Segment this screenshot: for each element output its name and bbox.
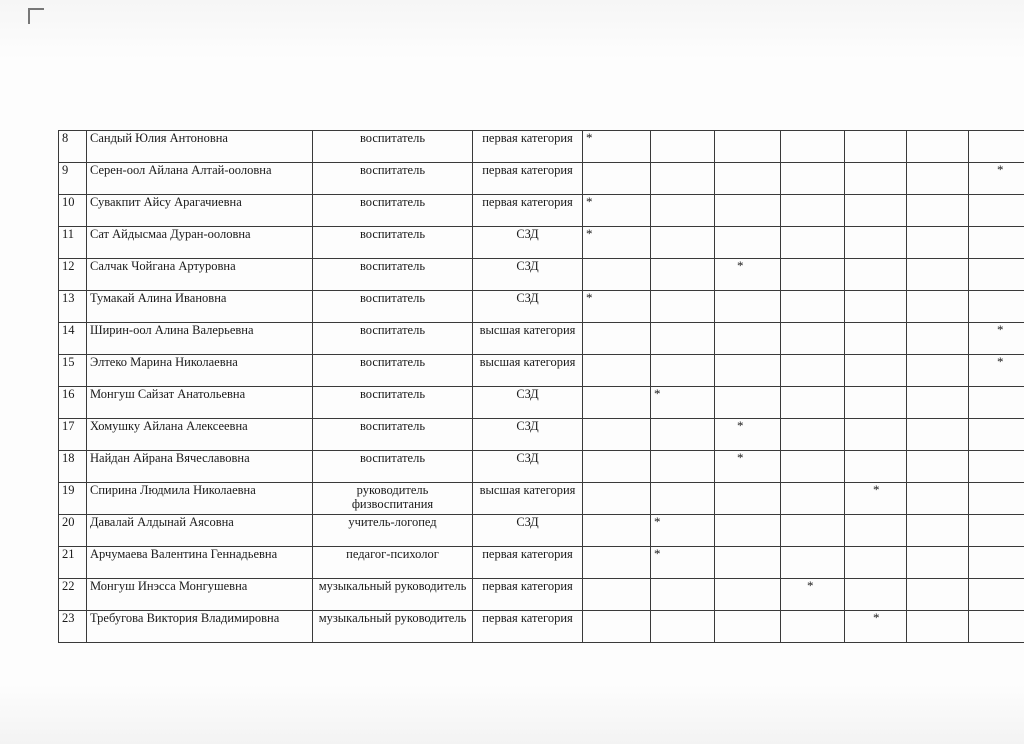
- mark-cell: [715, 515, 781, 547]
- mark-cell: [583, 259, 651, 291]
- mark-cell: [715, 611, 781, 643]
- mark-cell: [907, 483, 969, 515]
- mark-cell: [845, 323, 907, 355]
- row-number: 13: [59, 291, 87, 323]
- mark-cell: *: [651, 547, 715, 579]
- table-row: [59, 323, 1024, 355]
- qualification-category: первая категория: [473, 131, 583, 163]
- mark-cell: [969, 259, 1024, 291]
- mark-cell: [781, 323, 845, 355]
- mark-cell: *: [969, 355, 1024, 387]
- mark-cell: [583, 451, 651, 483]
- mark-cell: [845, 419, 907, 451]
- row-number: 19: [59, 483, 87, 515]
- mark-cell: [781, 611, 845, 643]
- employee-position: воспитатель: [313, 227, 473, 259]
- qualification-category: первая категория: [473, 579, 583, 611]
- mark-cell: *: [715, 451, 781, 483]
- qualification-category: СЗД: [473, 291, 583, 323]
- qualification-category: СЗД: [473, 259, 583, 291]
- employee-name: Салчак Чойгана Артуровна: [87, 259, 313, 291]
- employee-name: Сандый Юлия Антоновна: [87, 131, 313, 163]
- mark-cell: [781, 419, 845, 451]
- mark-cell: [781, 259, 845, 291]
- employee-position: воспитатель: [313, 451, 473, 483]
- mark-cell: [651, 611, 715, 643]
- mark-cell: [907, 547, 969, 579]
- mark-cell: *: [651, 387, 715, 419]
- mark-cell: [907, 131, 969, 163]
- mark-cell: [845, 195, 907, 227]
- mark-cell: *: [969, 163, 1024, 195]
- mark-cell: [969, 515, 1024, 547]
- qualification-category: высшая категория: [473, 483, 583, 515]
- table-row: [59, 579, 1024, 611]
- employee-name: Элтеко Марина Николаевна: [87, 355, 313, 387]
- mark-cell: *: [715, 419, 781, 451]
- employee-position: воспитатель: [313, 355, 473, 387]
- mark-cell: [969, 419, 1024, 451]
- mark-cell: [781, 451, 845, 483]
- employee-position: воспитатель: [313, 259, 473, 291]
- qualification-category: первая категория: [473, 611, 583, 643]
- mark-cell: [781, 195, 845, 227]
- mark-cell: [715, 323, 781, 355]
- mark-cell: [907, 259, 969, 291]
- qualification-category: первая категория: [473, 195, 583, 227]
- mark-cell: [845, 547, 907, 579]
- mark-cell: [651, 419, 715, 451]
- mark-cell: [715, 227, 781, 259]
- row-number: 23: [59, 611, 87, 643]
- mark-cell: [715, 547, 781, 579]
- row-number: 22: [59, 579, 87, 611]
- mark-cell: [651, 579, 715, 611]
- mark-cell: [583, 547, 651, 579]
- mark-cell: [907, 579, 969, 611]
- table-row: [59, 291, 1024, 323]
- mark-cell: [715, 163, 781, 195]
- table-body: [59, 131, 1024, 643]
- mark-cell: [907, 227, 969, 259]
- table-row: [59, 355, 1024, 387]
- mark-cell: [651, 355, 715, 387]
- mark-cell: [651, 131, 715, 163]
- mark-cell: [715, 579, 781, 611]
- mark-cell: *: [845, 483, 907, 515]
- qualification-category: СЗД: [473, 227, 583, 259]
- mark-cell: [907, 355, 969, 387]
- qualification-category: СЗД: [473, 451, 583, 483]
- mark-cell: [907, 291, 969, 323]
- employee-position: руководитель физвоспитания: [313, 483, 473, 515]
- row-number: 12: [59, 259, 87, 291]
- mark-cell: [583, 355, 651, 387]
- qualification-category: СЗД: [473, 515, 583, 547]
- qualification-category: высшая категория: [473, 355, 583, 387]
- qualification-category: первая категория: [473, 547, 583, 579]
- mark-cell: [583, 387, 651, 419]
- mark-cell: [781, 387, 845, 419]
- table-row: [59, 483, 1024, 515]
- mark-cell: [845, 163, 907, 195]
- mark-cell: [715, 387, 781, 419]
- mark-cell: *: [583, 131, 651, 163]
- mark-cell: [969, 579, 1024, 611]
- qualification-category: первая категория: [473, 163, 583, 195]
- employee-name: Арчумаева Валентина Геннадьевна: [87, 547, 313, 579]
- row-number: 18: [59, 451, 87, 483]
- mark-cell: [907, 611, 969, 643]
- employee-name: Тумакай Алина Ивановна: [87, 291, 313, 323]
- table-row: [59, 163, 1024, 195]
- mark-cell: [583, 163, 651, 195]
- table-row: [59, 419, 1024, 451]
- mark-cell: [907, 195, 969, 227]
- mark-cell: *: [583, 195, 651, 227]
- mark-cell: [583, 419, 651, 451]
- mark-cell: [715, 355, 781, 387]
- mark-cell: [845, 355, 907, 387]
- mark-cell: [969, 227, 1024, 259]
- mark-cell: [715, 195, 781, 227]
- employee-position: музыкальный руководитель: [313, 579, 473, 611]
- employee-name: Сат Айдысмаа Дуран-ооловна: [87, 227, 313, 259]
- employee-position: музыкальный руководитель: [313, 611, 473, 643]
- mark-cell: [781, 355, 845, 387]
- table-row: [59, 547, 1024, 579]
- mark-cell: [781, 547, 845, 579]
- mark-cell: [651, 483, 715, 515]
- employee-name: Спирина Людмила Николаевна: [87, 483, 313, 515]
- mark-cell: [907, 323, 969, 355]
- mark-cell: [845, 227, 907, 259]
- employee-position: воспитатель: [313, 131, 473, 163]
- mark-cell: [845, 387, 907, 419]
- mark-cell: *: [583, 227, 651, 259]
- mark-cell: [583, 515, 651, 547]
- employee-name: Монгуш Сайзат Анатольевна: [87, 387, 313, 419]
- employee-position: учитель-логопед: [313, 515, 473, 547]
- employee-name: Сувакпит Айсу Арагачиевна: [87, 195, 313, 227]
- mark-cell: [969, 387, 1024, 419]
- mark-cell: [583, 611, 651, 643]
- mark-cell: [969, 611, 1024, 643]
- mark-cell: *: [583, 291, 651, 323]
- employee-position: педагог-психолог: [313, 547, 473, 579]
- mark-cell: [583, 579, 651, 611]
- row-number: 20: [59, 515, 87, 547]
- employee-position: воспитатель: [313, 163, 473, 195]
- qualification-category: СЗД: [473, 419, 583, 451]
- mark-cell: [969, 291, 1024, 323]
- row-number: 21: [59, 547, 87, 579]
- employee-name: Монгуш Инэсса Монгушевна: [87, 579, 313, 611]
- row-number: 11: [59, 227, 87, 259]
- mark-cell: [845, 259, 907, 291]
- mark-cell: [781, 227, 845, 259]
- employee-position: воспитатель: [313, 291, 473, 323]
- mark-cell: *: [845, 611, 907, 643]
- table-row: [59, 227, 1024, 259]
- mark-cell: *: [781, 579, 845, 611]
- mark-cell: [969, 451, 1024, 483]
- table-row: [59, 259, 1024, 291]
- mark-cell: [651, 259, 715, 291]
- mark-cell: [969, 547, 1024, 579]
- mark-cell: [781, 515, 845, 547]
- mark-cell: [969, 131, 1024, 163]
- employee-position: воспитатель: [313, 419, 473, 451]
- mark-cell: [845, 515, 907, 547]
- row-number: 16: [59, 387, 87, 419]
- qualification-category: высшая категория: [473, 323, 583, 355]
- table-row: [59, 451, 1024, 483]
- mark-cell: [907, 163, 969, 195]
- mark-cell: [969, 195, 1024, 227]
- mark-cell: [781, 131, 845, 163]
- staff-table: [58, 130, 1024, 643]
- table-row: [59, 195, 1024, 227]
- mark-cell: [845, 131, 907, 163]
- table-row: [59, 131, 1024, 163]
- table-row: [59, 611, 1024, 643]
- row-number: 17: [59, 419, 87, 451]
- mark-cell: [651, 195, 715, 227]
- mark-cell: [651, 163, 715, 195]
- row-number: 8: [59, 131, 87, 163]
- row-number: 15: [59, 355, 87, 387]
- employee-name: Найдан Айрана Вячеславовна: [87, 451, 313, 483]
- mark-cell: *: [969, 323, 1024, 355]
- mark-cell: [781, 483, 845, 515]
- row-number: 9: [59, 163, 87, 195]
- mark-cell: [907, 419, 969, 451]
- mark-cell: [651, 291, 715, 323]
- mark-cell: [845, 291, 907, 323]
- row-number: 10: [59, 195, 87, 227]
- mark-cell: [651, 451, 715, 483]
- mark-cell: [583, 323, 651, 355]
- table-row: [59, 387, 1024, 419]
- employee-position: воспитатель: [313, 323, 473, 355]
- mark-cell: [907, 387, 969, 419]
- mark-cell: *: [651, 515, 715, 547]
- mark-cell: [907, 451, 969, 483]
- employee-name: Серен-оол Айлана Алтай-ооловна: [87, 163, 313, 195]
- qualification-category: СЗД: [473, 387, 583, 419]
- employee-name: Требугова Виктория Владимировна: [87, 611, 313, 643]
- mark-cell: [907, 515, 969, 547]
- mark-cell: [651, 323, 715, 355]
- employee-name: Ширин-оол Алина Валерьевна: [87, 323, 313, 355]
- scan-corner-mark: [28, 8, 44, 24]
- employee-name: Хомушку Айлана Алексеевна: [87, 419, 313, 451]
- mark-cell: [715, 291, 781, 323]
- mark-cell: [845, 451, 907, 483]
- row-number: 14: [59, 323, 87, 355]
- mark-cell: [845, 579, 907, 611]
- employee-position: воспитатель: [313, 195, 473, 227]
- mark-cell: [715, 131, 781, 163]
- employee-position: воспитатель: [313, 387, 473, 419]
- table-row: [59, 515, 1024, 547]
- mark-cell: *: [715, 259, 781, 291]
- mark-cell: [969, 483, 1024, 515]
- mark-cell: [715, 483, 781, 515]
- mark-cell: [781, 291, 845, 323]
- mark-cell: [583, 483, 651, 515]
- mark-cell: [651, 227, 715, 259]
- mark-cell: [781, 163, 845, 195]
- employee-name: Давалай Алдынай Аясовна: [87, 515, 313, 547]
